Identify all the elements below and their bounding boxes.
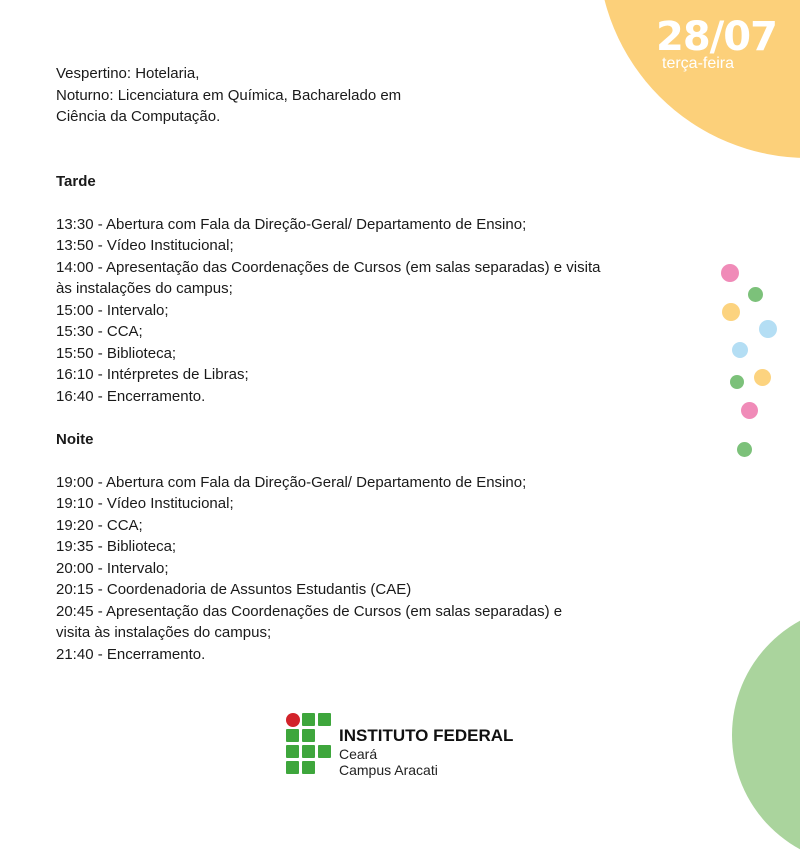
intro-line: Noturno: Licenciatura em Química, Bacharelado em bbox=[56, 86, 402, 104]
decorative-dot bbox=[721, 264, 739, 282]
schedule-item: 20:15 - Coordenadoria de Assuntos Estudantis (CAE) bbox=[56, 581, 412, 598]
decorative-dot bbox=[722, 303, 740, 321]
decorative-dot bbox=[748, 287, 763, 302]
schedule-item: 16:10 - Intérpretes de Libras; bbox=[56, 366, 249, 383]
schedule-item: 15:50 - Biblioteca; bbox=[56, 344, 177, 362]
date-badge bbox=[656, 14, 777, 72]
date-weekday: terça-feira bbox=[662, 55, 735, 72]
intro-line: Vespertino: Hotelaria, bbox=[56, 65, 200, 82]
schedule-item: 20:45 - Apresentação das Coordenações de Cursos (em salas separadas) e bbox=[56, 602, 563, 620]
logo-state: Ceará bbox=[339, 746, 378, 762]
schedule-item: 15:30 - CCA; bbox=[56, 323, 143, 340]
logo-campus: Campus Aracati bbox=[339, 762, 438, 778]
decorative-dot bbox=[737, 442, 752, 457]
corner-green-shape bbox=[732, 605, 800, 865]
schedule-item: 13:50 - Vídeo Institucional; bbox=[56, 237, 234, 254]
date-number: 28/07 bbox=[656, 14, 777, 60]
decorative-dot bbox=[754, 369, 771, 386]
schedule-item: 19:35 - Biblioteca; bbox=[56, 538, 177, 555]
decorative-dot bbox=[732, 342, 748, 358]
section-title-noite: Noite bbox=[56, 430, 94, 448]
schedule-item: visita às instalações do campus; bbox=[56, 624, 272, 641]
decorative-dot bbox=[741, 402, 758, 419]
schedule-item: 19:10 - Vídeo Institucional; bbox=[56, 495, 234, 512]
schedule-item: 19:20 - CCA; bbox=[56, 516, 143, 534]
decorative-dot bbox=[759, 320, 777, 338]
schedule-item: 14:00 - Apresentação das Coordenações de Cursos (em salas separadas) e visita bbox=[56, 258, 601, 276]
schedule-item: 20:00 - Intervalo; bbox=[56, 559, 169, 577]
schedule-item: 13:30 - Abertura com Fala da Direção-Geral/ Departamento de Ensino; bbox=[56, 215, 527, 233]
logo-title: INSTITUTO FEDERAL bbox=[339, 726, 514, 745]
decorative-dot bbox=[730, 375, 744, 389]
schedule-item: 19:00 - Abertura com Fala da Direção-Geral/ Departamento de Ensino; bbox=[56, 473, 527, 491]
schedule-item: 16:40 - Encerramento. bbox=[56, 387, 206, 405]
logo-mark-icon bbox=[286, 713, 332, 775]
intro-line: Ciência da Computação. bbox=[56, 108, 221, 125]
schedule-content bbox=[56, 63, 616, 665]
schedule-item: 15:00 - Intervalo; bbox=[56, 301, 169, 319]
section-title-tarde: Tarde bbox=[56, 172, 96, 190]
schedule-item: às instalações do campus; bbox=[56, 280, 233, 297]
schedule-item: 21:40 - Encerramento. bbox=[56, 645, 206, 663]
